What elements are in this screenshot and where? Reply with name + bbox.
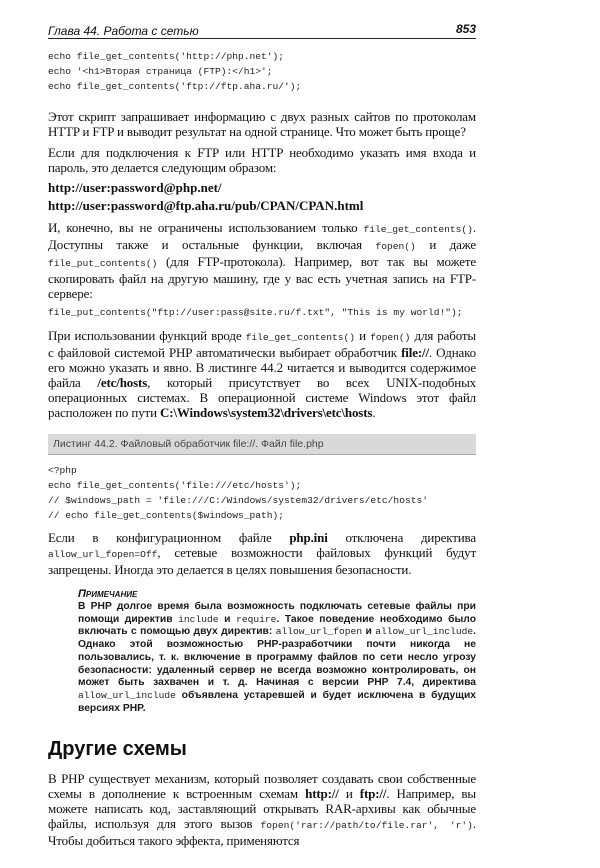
section-heading: Другие схемы (48, 738, 187, 761)
paragraph-1 (48, 109, 476, 139)
text-run: объявлена устаревшей и будет исключена в будущих версиях PHP. (78, 689, 476, 714)
text-run: для работы с файловой системой PHP автоматически выбирает обработчик (48, 328, 476, 360)
text-run: В PHP долгое время была возможность подключать сетевые файлы при помощи директив (78, 601, 476, 625)
code-block-1 (48, 49, 476, 94)
inline-code: include (178, 613, 219, 625)
inline-code: fopen() (370, 332, 411, 343)
bold-text: http:// (305, 786, 339, 802)
text-run: и даже (415, 237, 476, 252)
text-run: и (338, 786, 360, 802)
text-run: При использовании функций вроде (48, 328, 246, 343)
text-run: Если для подключения к FTP или HTTP необходимо указать имя входа и пароль, это делается следующим образом: (48, 145, 476, 175)
url-example-2: http://user:password@ftp.aha.ru/pub/CPAN/CPAN.html (48, 198, 364, 213)
text-run: . Однако его можно указать и явно. В листинге 44.2 читается и выводится содержимое файла (48, 345, 476, 390)
page-number: 853 (455, 22, 476, 36)
paragraph-4 (48, 328, 476, 420)
text-run: И, конечно, вы не ограничены использованием только (48, 220, 364, 235)
inline-code: file_get_contents() (363, 224, 473, 235)
text-run: (для FTP-протокола). Например, вот так вы можете скопировать файл на другую машину, где у вас есть учетная запись на FTP-сервере: (48, 254, 476, 301)
running-header (48, 20, 476, 39)
code-line: echo '<h1>Вторая страница (FTP):</h1>'; (48, 66, 273, 77)
text-run: Этот скрипт запрашивает информацию с двух разных сайтов по протоколам HTTP и FTP и выводит результат на одной странице. Что может быть проще? (48, 109, 476, 139)
text-run: , который присутствует во всех UNIX-подобных операционных системах. В операционной системе Windows этот файл расположен по пути (48, 375, 477, 420)
bold-text: ftp:// (359, 786, 387, 802)
code-block-2 (48, 305, 476, 320)
text-run: В PHP существует механизм, который позволяет создавать свои собственные схемы в дополнение к встроенным схемам (48, 771, 476, 802)
inline-code: file_get_contents() (245, 332, 356, 343)
bold-text: php.ini (289, 530, 328, 545)
inline-code: file_put_contents() (48, 258, 158, 269)
text-run: и (355, 328, 371, 343)
code-line: echo file_get_contents('file:///etc/hosts'); (48, 480, 302, 491)
text-run: . Такое поведение необходимо было включать с помощью двух директив: (78, 613, 476, 638)
text-run: Если в конфигурационном файле (48, 530, 290, 545)
note-box (78, 587, 476, 715)
code-line: // echo file_get_contents($windows_path); (48, 510, 285, 521)
chapter-title: Глава 44. Работа с сетью (48, 24, 199, 38)
bold-text: /etc/hosts (97, 375, 148, 390)
text-run: . Доступны также и остальные функции, включая (48, 220, 476, 252)
text-run: , сетевые возможности файловых функций будут запрещены. Иногда это делается в целях повышения безопасности. (48, 545, 476, 577)
code-line: file_put_contents("ftp://user:pass@site.ru/f.txt", "This is my world!"); (48, 307, 463, 318)
text-run: и (218, 613, 237, 625)
code-block-3 (48, 463, 476, 523)
inline-code: allow_url_fopen=Off (48, 549, 158, 560)
paragraph-6 (48, 771, 476, 848)
inline-code: fopen('rar://path/to/file.rar', 'r') (260, 820, 473, 832)
bold-text: C:\Windows\system32\drivers\etc\hosts (159, 405, 373, 420)
book-page (48, 0, 476, 868)
paragraph-3 (48, 220, 476, 301)
listing-caption: Листинг 44.2. Файловый обработчик file://. Файл file.php (48, 434, 476, 455)
bold-text: file:// (401, 345, 429, 360)
inline-code: allow_url_fopen (275, 626, 363, 638)
code-line: echo file_get_contents('http://php.net'); (48, 51, 285, 62)
inline-code: fopen() (375, 241, 416, 252)
code-line: // $windows_path = 'file:///C:/Windows/system32/drivers/etc/hosts' (48, 495, 428, 506)
inline-code: require (236, 613, 277, 625)
code-line: <?php (48, 465, 77, 476)
paragraph-2 (48, 145, 476, 175)
note-body (78, 601, 476, 715)
text-run: . Чтобы добиться такого эффекта, применяются (48, 816, 476, 849)
text-run: . (372, 405, 376, 420)
paragraph-5 (48, 530, 476, 577)
text-run: . Однако этой возможностью PHP-разработчики почти никогда не пользовались, т. к. включение в программу файлов по сети несло угрозу безопасности: удаленный сервер не всегда возможно контролировать, он может быть захвачен и т. д. Начиная с версии PHP 7.4, директива (78, 626, 476, 689)
text-run: и (362, 626, 376, 638)
text-run: . Например, вы можете написать код, заставляющий открывать RAR-архивы как обычные файлы, используя для этого вызов (48, 786, 476, 832)
url-example-1: http://user:password@php.net/ (48, 180, 222, 195)
inline-code: allow_url_include (78, 689, 176, 701)
inline-code: allow_url_include (375, 626, 474, 638)
note-title: Примечание (78, 588, 138, 600)
text-run: отключена директива (327, 530, 476, 545)
code-line: echo file_get_contents('ftp://ftp.aha.ru/'); (48, 81, 302, 92)
